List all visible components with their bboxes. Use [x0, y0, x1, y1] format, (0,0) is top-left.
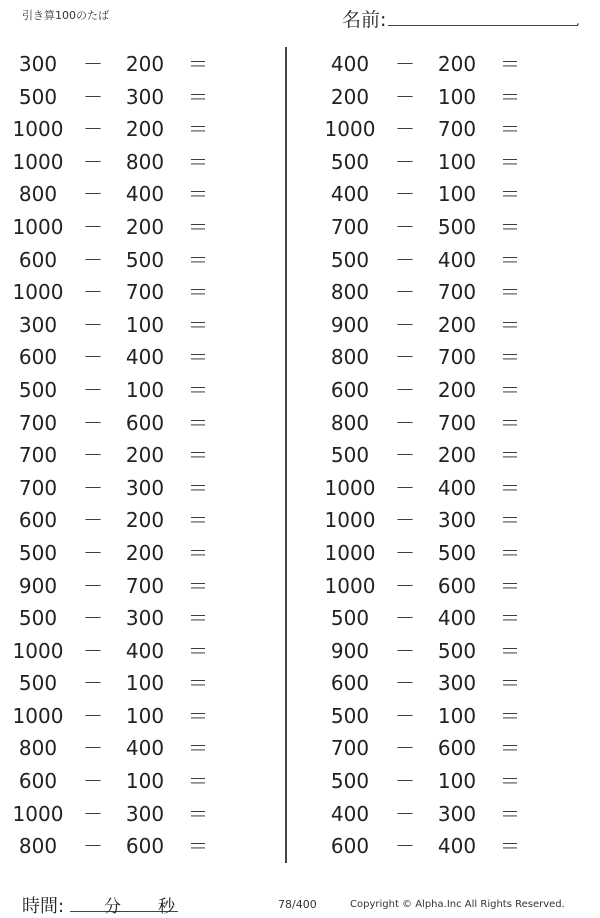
minus-sign: － — [83, 345, 103, 370]
minus-sign: － — [395, 508, 415, 533]
minuend: 600 — [330, 671, 370, 696]
problem-row — [312, 81, 582, 114]
column-divider — [285, 47, 287, 863]
problem-row — [0, 309, 270, 342]
worksheet-title: 引き算100のたば — [22, 9, 109, 22]
equals-sign: ＝ — [188, 214, 208, 239]
minuend: 600 — [330, 834, 370, 859]
problem-row — [0, 504, 270, 537]
minus-sign: － — [83, 769, 103, 794]
minus-sign: － — [395, 312, 415, 337]
minuend: 500 — [330, 247, 370, 272]
minus-sign: － — [395, 703, 415, 728]
minus-sign: － — [395, 84, 415, 109]
problem-row — [312, 211, 582, 244]
subtrahend: 700 — [437, 280, 477, 305]
minus-sign: － — [83, 736, 103, 761]
problem-row — [312, 341, 582, 374]
problem-row — [0, 439, 270, 472]
equals-sign: ＝ — [188, 540, 208, 565]
equals-sign: ＝ — [500, 606, 520, 631]
minuend: 900 — [18, 573, 58, 598]
problem-row — [312, 48, 582, 81]
minuend: 1000 — [12, 214, 64, 239]
problem-column-left — [0, 48, 270, 863]
minus-sign: － — [395, 117, 415, 142]
problem-row — [0, 570, 270, 603]
minus-sign: － — [395, 671, 415, 696]
minus-sign: － — [395, 638, 415, 663]
minuend: 600 — [18, 247, 58, 272]
problem-row — [0, 276, 270, 309]
minus-sign: － — [395, 801, 415, 826]
equals-sign: ＝ — [500, 801, 520, 826]
minuend: 300 — [18, 52, 58, 76]
minus-sign: － — [83, 443, 103, 468]
equals-sign: ＝ — [188, 52, 208, 76]
subtrahend: 400 — [125, 345, 165, 370]
minuend: 700 — [18, 475, 58, 500]
problem-row — [312, 374, 582, 407]
minuend: 500 — [330, 443, 370, 468]
equals-sign: ＝ — [500, 834, 520, 859]
minuend: 800 — [330, 280, 370, 305]
problem-row — [312, 602, 582, 635]
equals-sign: ＝ — [500, 475, 520, 500]
subtrahend: 600 — [125, 410, 165, 435]
equals-sign: ＝ — [188, 508, 208, 533]
problem-row — [312, 765, 582, 798]
minuend: 1000 — [12, 117, 64, 142]
equals-sign: ＝ — [500, 52, 520, 76]
equals-sign: ＝ — [188, 703, 208, 728]
subtrahend: 200 — [125, 52, 165, 76]
subtrahend: 100 — [125, 312, 165, 337]
minuend: 500 — [18, 671, 58, 696]
minus-sign: － — [83, 214, 103, 239]
minuend: 700 — [330, 214, 370, 239]
equals-sign: ＝ — [188, 312, 208, 337]
equals-sign: ＝ — [500, 671, 520, 696]
subtrahend: 100 — [437, 84, 477, 109]
name-end-mark: . — [576, 14, 580, 28]
minus-sign: － — [83, 573, 103, 598]
problem-row — [0, 341, 270, 374]
subtrahend: 400 — [125, 182, 165, 207]
minuend: 500 — [18, 540, 58, 565]
problem-row — [0, 113, 270, 146]
minus-sign: － — [83, 508, 103, 533]
minuend: 1000 — [12, 801, 64, 826]
subtrahend: 500 — [437, 540, 477, 565]
seconds-label: 秒 — [158, 897, 175, 917]
time-label: 時間: — [22, 896, 65, 917]
equals-sign: ＝ — [500, 149, 520, 174]
minus-sign: － — [395, 769, 415, 794]
problem-row — [0, 602, 270, 635]
equals-sign: ＝ — [188, 280, 208, 305]
subtrahend: 400 — [437, 834, 477, 859]
minus-sign: － — [83, 703, 103, 728]
minus-sign: － — [395, 247, 415, 272]
problem-row — [312, 830, 582, 863]
equals-sign: ＝ — [500, 573, 520, 598]
minuend: 800 — [330, 410, 370, 435]
subtrahend: 300 — [437, 801, 477, 826]
minus-sign: － — [83, 247, 103, 272]
minuend: 800 — [18, 834, 58, 859]
equals-sign: ＝ — [188, 606, 208, 631]
equals-sign: ＝ — [188, 84, 208, 109]
minus-sign: － — [83, 280, 103, 305]
minus-sign: － — [395, 280, 415, 305]
equals-sign: ＝ — [500, 443, 520, 468]
problem-row — [0, 146, 270, 179]
minus-sign: － — [83, 606, 103, 631]
minuend: 1000 — [324, 117, 376, 142]
equals-sign: ＝ — [500, 214, 520, 239]
problem-row — [312, 276, 582, 309]
minus-sign: － — [83, 149, 103, 174]
problem-row — [312, 407, 582, 440]
subtrahend: 200 — [437, 377, 477, 402]
subtrahend: 300 — [437, 508, 477, 533]
subtrahend: 600 — [437, 736, 477, 761]
problem-row — [0, 81, 270, 114]
minus-sign: － — [395, 540, 415, 565]
minuend: 700 — [18, 410, 58, 435]
copyright-text: Copyright © Alpha.Inc All Rights Reserved. — [350, 899, 565, 910]
subtrahend: 400 — [437, 606, 477, 631]
minus-sign: － — [395, 377, 415, 402]
subtrahend: 200 — [125, 117, 165, 142]
minuend: 600 — [18, 508, 58, 533]
minuend: 1000 — [12, 638, 64, 663]
problem-row — [312, 178, 582, 211]
minuend: 800 — [18, 182, 58, 207]
subtrahend: 600 — [437, 573, 477, 598]
problem-row — [312, 439, 582, 472]
equals-sign: ＝ — [500, 508, 520, 533]
problem-row — [0, 798, 270, 831]
equals-sign: ＝ — [500, 736, 520, 761]
minus-sign: － — [83, 834, 103, 859]
minuend: 600 — [18, 345, 58, 370]
equals-sign: ＝ — [188, 671, 208, 696]
problem-row — [312, 570, 582, 603]
problem-row — [0, 765, 270, 798]
problem-row — [312, 113, 582, 146]
minus-sign: － — [395, 606, 415, 631]
problem-row — [0, 407, 270, 440]
equals-sign: ＝ — [188, 345, 208, 370]
minus-sign: － — [83, 475, 103, 500]
subtrahend: 100 — [125, 703, 165, 728]
subtrahend: 300 — [125, 606, 165, 631]
minus-sign: － — [83, 801, 103, 826]
subtrahend: 200 — [437, 52, 477, 76]
minus-sign: － — [395, 345, 415, 370]
subtrahend: 400 — [125, 736, 165, 761]
minuend: 900 — [330, 638, 370, 663]
problem-row — [0, 537, 270, 570]
problem-row — [312, 732, 582, 765]
subtrahend: 100 — [125, 377, 165, 402]
problem-row — [0, 472, 270, 505]
equals-sign: ＝ — [500, 638, 520, 663]
equals-sign: ＝ — [188, 410, 208, 435]
minus-sign: － — [395, 214, 415, 239]
subtrahend: 600 — [125, 834, 165, 859]
minus-sign: － — [83, 377, 103, 402]
subtrahend: 200 — [437, 443, 477, 468]
equals-sign: ＝ — [188, 769, 208, 794]
minuend: 300 — [18, 312, 58, 337]
minus-sign: － — [395, 410, 415, 435]
equals-sign: ＝ — [500, 540, 520, 565]
equals-sign: ＝ — [500, 769, 520, 794]
minuend: 1000 — [12, 149, 64, 174]
problem-row — [312, 798, 582, 831]
equals-sign: ＝ — [188, 736, 208, 761]
equals-sign: ＝ — [500, 280, 520, 305]
minuend: 400 — [330, 182, 370, 207]
problem-row — [312, 700, 582, 733]
minus-sign: － — [83, 671, 103, 696]
subtrahend: 700 — [437, 117, 477, 142]
minuend: 500 — [330, 769, 370, 794]
subtrahend: 700 — [437, 410, 477, 435]
minuend: 400 — [330, 801, 370, 826]
minus-sign: － — [83, 182, 103, 207]
minus-sign: － — [83, 540, 103, 565]
equals-sign: ＝ — [500, 117, 520, 142]
minuend: 500 — [330, 606, 370, 631]
problem-row — [0, 635, 270, 668]
name-label: 名前: — [342, 9, 387, 31]
minuend: 600 — [18, 769, 58, 794]
minuend: 500 — [330, 703, 370, 728]
minus-sign: － — [395, 52, 415, 76]
minus-sign: － — [83, 84, 103, 109]
problem-row — [312, 537, 582, 570]
equals-sign: ＝ — [500, 312, 520, 337]
problem-row — [312, 635, 582, 668]
minus-sign: － — [83, 410, 103, 435]
equals-sign: ＝ — [188, 834, 208, 859]
subtrahend: 300 — [125, 801, 165, 826]
equals-sign: ＝ — [500, 345, 520, 370]
minus-sign: － — [83, 117, 103, 142]
subtrahend: 500 — [125, 247, 165, 272]
subtrahend: 700 — [125, 573, 165, 598]
subtrahend: 100 — [125, 671, 165, 696]
subtrahend: 200 — [125, 508, 165, 533]
problem-row — [0, 48, 270, 81]
minuend: 600 — [330, 377, 370, 402]
minuend: 500 — [18, 606, 58, 631]
subtrahend: 100 — [437, 703, 477, 728]
minus-sign: － — [395, 475, 415, 500]
problem-row — [0, 732, 270, 765]
equals-sign: ＝ — [188, 117, 208, 142]
subtrahend: 100 — [437, 769, 477, 794]
subtrahend: 400 — [437, 475, 477, 500]
page-number: 78/400 — [278, 898, 317, 911]
equals-sign: ＝ — [188, 149, 208, 174]
minus-sign: － — [395, 834, 415, 859]
minuend: 500 — [18, 377, 58, 402]
equals-sign: ＝ — [188, 801, 208, 826]
subtrahend: 700 — [437, 345, 477, 370]
minuend: 700 — [18, 443, 58, 468]
problem-column-right — [312, 48, 582, 863]
subtrahend: 200 — [125, 214, 165, 239]
minus-sign: － — [395, 149, 415, 174]
subtrahend: 400 — [437, 247, 477, 272]
equals-sign: ＝ — [500, 182, 520, 207]
minuend: 1000 — [324, 573, 376, 598]
problem-row — [312, 504, 582, 537]
subtrahend: 200 — [437, 312, 477, 337]
minuend: 200 — [330, 84, 370, 109]
subtrahend: 500 — [437, 214, 477, 239]
minuend: 900 — [330, 312, 370, 337]
minuend: 500 — [330, 149, 370, 174]
minus-sign: － — [83, 52, 103, 76]
minus-sign: － — [395, 736, 415, 761]
equals-sign: ＝ — [188, 377, 208, 402]
subtrahend: 100 — [437, 182, 477, 207]
subtrahend: 200 — [125, 443, 165, 468]
subtrahend: 100 — [125, 769, 165, 794]
minuend: 700 — [330, 736, 370, 761]
equals-sign: ＝ — [188, 443, 208, 468]
minuend: 1000 — [12, 280, 64, 305]
subtrahend: 500 — [437, 638, 477, 663]
minus-sign: － — [395, 573, 415, 598]
equals-sign: ＝ — [500, 247, 520, 272]
minuend: 1000 — [324, 508, 376, 533]
minuend: 800 — [18, 736, 58, 761]
subtrahend: 400 — [125, 638, 165, 663]
equals-sign: ＝ — [500, 84, 520, 109]
subtrahend: 800 — [125, 149, 165, 174]
problem-row — [0, 830, 270, 863]
equals-sign: ＝ — [188, 475, 208, 500]
subtrahend: 300 — [437, 671, 477, 696]
problem-row — [312, 472, 582, 505]
subtrahend: 300 — [125, 84, 165, 109]
minus-sign: － — [83, 312, 103, 337]
problem-row — [312, 146, 582, 179]
subtrahend: 100 — [437, 149, 477, 174]
equals-sign: ＝ — [188, 638, 208, 663]
subtrahend: 300 — [125, 475, 165, 500]
minuend: 500 — [18, 84, 58, 109]
problem-row — [312, 667, 582, 700]
problem-row — [0, 178, 270, 211]
problem-row — [0, 667, 270, 700]
name-blank[interactable] — [388, 25, 578, 26]
equals-sign: ＝ — [500, 703, 520, 728]
minuend: 1000 — [12, 703, 64, 728]
minutes-label: 分 — [104, 897, 121, 917]
problem-row — [0, 211, 270, 244]
equals-sign: ＝ — [188, 182, 208, 207]
problem-row — [312, 309, 582, 342]
problem-row — [312, 244, 582, 277]
equals-sign: ＝ — [188, 247, 208, 272]
minuend: 1000 — [324, 540, 376, 565]
minus-sign: － — [395, 182, 415, 207]
minus-sign: － — [83, 638, 103, 663]
equals-sign: ＝ — [500, 377, 520, 402]
problem-row — [0, 700, 270, 733]
problem-row — [0, 244, 270, 277]
problem-row — [0, 374, 270, 407]
subtrahend: 200 — [125, 540, 165, 565]
minuend: 1000 — [324, 475, 376, 500]
minus-sign: － — [395, 443, 415, 468]
equals-sign: ＝ — [188, 573, 208, 598]
equals-sign: ＝ — [500, 410, 520, 435]
minuend: 400 — [330, 52, 370, 76]
minuend: 800 — [330, 345, 370, 370]
subtrahend: 700 — [125, 280, 165, 305]
